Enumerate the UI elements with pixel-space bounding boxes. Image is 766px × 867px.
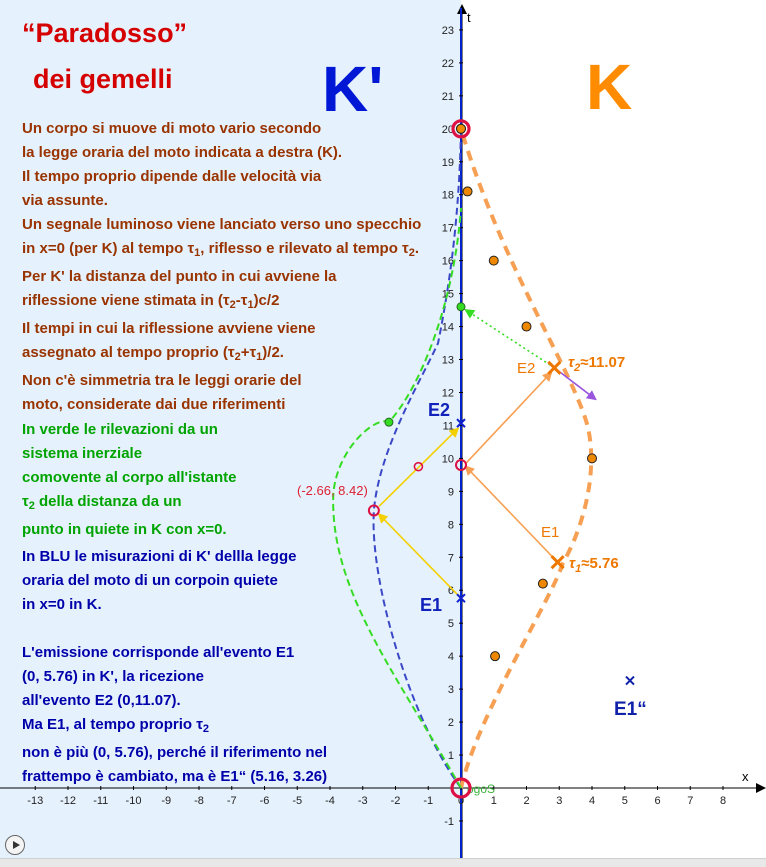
t-tick-label: 9 xyxy=(447,486,454,499)
text-line: via assunte. xyxy=(22,192,108,209)
label-e1-double: E1“ xyxy=(614,699,647,720)
t-tick-label: 6 xyxy=(447,585,454,598)
t-axis-label: t xyxy=(467,10,471,25)
text-line: punto in quiete in K con x=0. xyxy=(22,521,227,538)
t-tick-label: 12 xyxy=(441,387,454,400)
t-tick-label: 13 xyxy=(441,354,454,367)
orange-point xyxy=(489,256,498,265)
orange-worldline xyxy=(461,129,591,788)
x-tick-label: -5 xyxy=(292,795,303,807)
orange-point xyxy=(522,322,531,331)
x-tick-label: 7 xyxy=(687,795,694,807)
text-line: Il tempi in cui la riflessione avviene viene xyxy=(22,320,316,337)
text-line: Ma E1, al tempo proprio $\tau_2$ xyxy=(22,716,210,735)
text-line: in x=0 in K. xyxy=(22,596,102,613)
subscript: 1 xyxy=(194,247,201,259)
t-tick-label: 18 xyxy=(441,189,454,202)
text-line: Il tempo proprio dipende dalle velocità via xyxy=(22,168,322,185)
e1-double-cross xyxy=(626,677,634,685)
label-e2: E2 xyxy=(517,360,536,377)
label-tau1-symbol: τ xyxy=(569,555,576,572)
x-tick-label: 6 xyxy=(654,795,661,807)
origin-label: ogoS xyxy=(467,782,496,796)
x-tick-label: -7 xyxy=(226,795,237,807)
subscript: 2 xyxy=(234,351,241,363)
x-tick-label: 1 xyxy=(490,795,497,807)
text-line: all'evento E2 (0,11.07). xyxy=(22,692,181,709)
orange-point xyxy=(538,579,547,588)
text-line: sistema inerziale xyxy=(22,445,143,462)
label-tau1-sub: 1 xyxy=(575,563,582,575)
text-line: in x=0 (per K) al tempo $\tau_1$, riflesso e rilevato al tempo $\tau_2$. xyxy=(22,240,420,259)
x-tick-label: 8 xyxy=(719,795,727,807)
label-e1: E1 xyxy=(541,524,560,541)
text-line: comovente al corpo all'istante xyxy=(22,469,237,486)
subscript: 1 xyxy=(256,351,263,363)
title-line-2: dei gemelli xyxy=(33,64,173,94)
orange-point xyxy=(491,652,500,661)
orange-point xyxy=(588,454,597,463)
text-line: (0, 5.76) in K', la ricezione xyxy=(22,668,204,685)
label-point-coord: (-2.66, 8.42) xyxy=(297,483,368,498)
green-point xyxy=(385,418,393,426)
x-tick-label: -1 xyxy=(423,795,434,807)
green-note-text xyxy=(22,418,236,542)
t-tick-label: 7 xyxy=(447,552,454,565)
text-line: Per K' la distanza del punto in cui avviene la xyxy=(22,268,337,285)
x-tick-label: 0 xyxy=(457,795,465,807)
subscript: 2 xyxy=(28,500,35,512)
t-tick-label: 8 xyxy=(447,519,454,532)
text-line: assegnato al tempo proprio $(\tau_2+\tau_1)/2$. xyxy=(22,344,284,363)
x-tick-label: 2 xyxy=(523,795,530,807)
text-line: Un corpo si muove di moto vario secondo xyxy=(22,120,322,137)
label-tau1 xyxy=(569,555,619,575)
t-tick-label: 22 xyxy=(441,57,454,70)
t-tick-label: 4 xyxy=(447,651,454,664)
t-tick-label: 21 xyxy=(441,90,454,103)
x-tick-label: -6 xyxy=(259,795,270,807)
text-line: riflessione viene stimata in $(\tau_2-\tau_1)c/2$ xyxy=(22,292,280,311)
light-ray-orange-back xyxy=(466,373,551,464)
x-tick-label: -4 xyxy=(325,795,335,807)
t-tick-label: 14 xyxy=(441,321,454,334)
subscript: 2 xyxy=(202,723,210,735)
t-tick-label: 15 xyxy=(441,288,454,301)
x-tick-label: 3 xyxy=(556,795,563,807)
text-line: $\tau_2$ della distanza da un xyxy=(22,493,182,512)
text-line: oraria del moto di un corpoin quiete xyxy=(22,572,278,589)
text-line: In verde le rilevazioni da un xyxy=(22,421,218,438)
x-tick-label: -8 xyxy=(194,795,204,807)
t-tick-label: 5 xyxy=(447,618,454,631)
label-tau1-value: ≈5.76 xyxy=(581,555,619,572)
emission-note-text xyxy=(22,641,327,789)
t-tick-label: 10 xyxy=(441,453,454,466)
x-tick-label: 4 xyxy=(588,795,596,807)
text-line: moto, considerate dai due riferimenti xyxy=(22,396,286,413)
play-icon[interactable] xyxy=(5,835,25,855)
t-tick-label: 23 xyxy=(441,24,454,37)
top-point xyxy=(457,124,466,133)
t-tick-label: 3 xyxy=(447,684,454,697)
label-e1-axis: E1 xyxy=(420,595,443,615)
subscript: 2 xyxy=(229,299,236,311)
x-tick-label: -11 xyxy=(93,795,109,807)
description-text xyxy=(22,117,421,417)
green-axis-point xyxy=(457,303,465,311)
subscript: 1 xyxy=(247,299,254,311)
tau2-cross xyxy=(548,362,560,374)
x-axis-label: x xyxy=(742,769,749,784)
text-line: In BLU le misurazioni di K' dellla legge xyxy=(22,548,297,565)
x-tick-label: -2 xyxy=(390,795,401,807)
label-tau2-sub: 2 xyxy=(574,362,581,374)
text-line: Un segnale luminoso viene lanciato verso uno specchio xyxy=(22,216,422,233)
frame-label-k: K xyxy=(586,51,633,123)
t-tick-label: 20 xyxy=(441,123,454,136)
t-tick-label: 17 xyxy=(441,222,454,235)
frame-label-k-prime: K' xyxy=(322,53,384,125)
subscript: 2 xyxy=(408,247,415,259)
x-tick-label: -9 xyxy=(161,795,172,807)
x-tick-label: -10 xyxy=(125,795,142,807)
text-line: frattempo è cambiato, ma è E1“ (5.16, 3.26) xyxy=(22,768,328,785)
t-tick-label: 11 xyxy=(442,420,454,433)
text-line: la legge oraria del moto indicata a destra (K). xyxy=(22,144,343,161)
label-tau2-symbol: τ xyxy=(568,354,575,371)
text-line: L'emissione corrisponde all'evento E1 xyxy=(22,644,295,661)
label-tau2 xyxy=(568,354,625,374)
label-tau2-value: ≈11.07 xyxy=(580,354,626,371)
text-line: Non c'è simmetria tra le leggi orarie del xyxy=(22,372,302,389)
t-tick-label: 2 xyxy=(447,717,454,730)
green-dotted-ray xyxy=(466,310,554,368)
orange-point xyxy=(463,187,472,196)
label-e2-axis: E2 xyxy=(428,400,451,420)
t-tick-label: 16 xyxy=(441,255,454,268)
blue-note-text xyxy=(22,545,296,617)
t-tick-label: 19 xyxy=(441,156,454,169)
light-ray-orange-out xyxy=(466,467,558,563)
x-tick-label: -13 xyxy=(27,795,44,807)
t-tick-label: 1 xyxy=(447,750,454,763)
x-tick-label: -12 xyxy=(60,795,76,807)
x-tick-label: -3 xyxy=(357,795,368,807)
title-line-1: “Paradosso” xyxy=(22,18,188,48)
text-line: non è più (0, 5.76), perché il riferimento nel xyxy=(22,744,328,761)
t-tick-label: -1 xyxy=(444,815,454,828)
x-tick-label: 5 xyxy=(621,795,628,807)
